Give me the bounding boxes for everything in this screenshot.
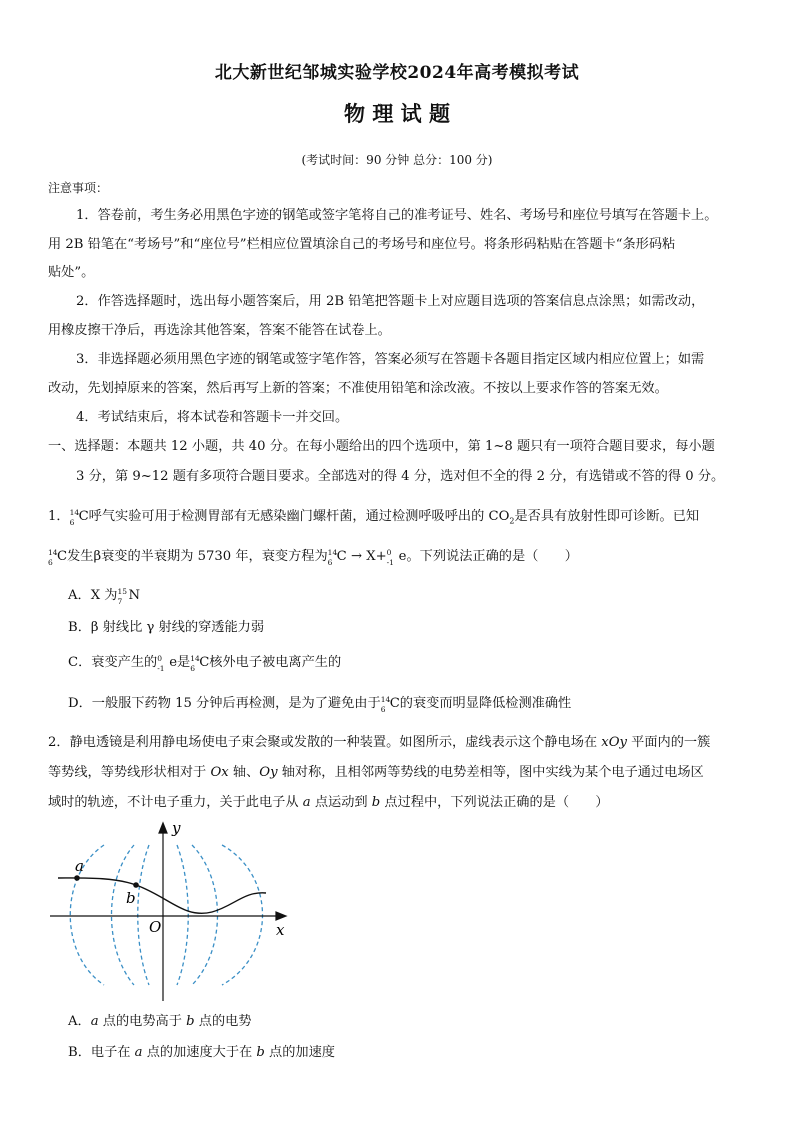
- note-2-line-1: 2．作答选择题时，选出每小题答案后，用 2B 铅笔把答题卡上对应题目选项的答案信息点涂黑；如需改动，: [76, 294, 705, 309]
- note-1-line-1: 1．答卷前，考生务必用黑色字迹的钢笔或签字笔将自己的准考证号、姓名、考场号和座位号填写在答题卡上。: [76, 208, 718, 223]
- q1-text-d: e。下列说法正确的是（ ）: [398, 549, 578, 564]
- q1-option-b: B．β 射线比 γ 射线的穿透能力弱: [68, 620, 265, 635]
- n15-isotope: 15 7: [117, 587, 128, 606]
- point-a: [74, 875, 80, 881]
- c14-isotope: 14 6: [48, 548, 58, 567]
- section-1-line-2: 3 分，第 9~12 题有多项符合题目要求。全部选对的得 4 分，选对但不全的得 2 分，有选错或不答的得 0 分。: [76, 469, 725, 484]
- equipotential-line: [112, 845, 135, 985]
- point-a-label: a: [75, 857, 84, 875]
- co2-subscript: 2: [509, 516, 515, 526]
- q2-number: 2．: [48, 735, 70, 750]
- point-b-label: b: [126, 889, 136, 907]
- q1-option-d: D．一般服下药物 15 分钟后再检测，是为了避免由于 14 6 C的衰变而明显降低检测准确性: [68, 695, 572, 714]
- note-4-line-1: 4．考试结束后，将本试卷和答题卡一并交回。: [76, 410, 349, 425]
- note-2-line-2: 用橡皮擦干净后，再选涂其他答案，答案不能答在试卷上。: [48, 323, 391, 338]
- equipotential-line: [138, 845, 149, 985]
- exam-title: 北大新世纪邹城实验学校2024年高考模拟考试: [214, 63, 580, 83]
- x-axis-label: x: [276, 921, 285, 939]
- q1-text-c: C发生β衰变的半衰期为 5730 年，衰变方程为: [57, 549, 328, 564]
- q1-text-a: C呼气实验可用于检测胃部有无感染幽门螺杆菌，通过检测呼吸呼出的 CO: [78, 509, 510, 524]
- q2-option-b: B．电子在 a 点的加速度大于在 b 点的加速度: [68, 1045, 335, 1060]
- q1-text-b: 是否具有放射性即可诊断。已知: [514, 509, 700, 524]
- equipotential-line: [177, 845, 188, 985]
- equipotential-line: [222, 845, 263, 985]
- q1-line-2: [48, 547, 578, 567]
- q2-option-a: A．a 点的电势高于 b 点的电势: [68, 1014, 252, 1029]
- q1-option-a: A．X 为 15 7 N: [68, 587, 141, 606]
- q2-line-1: 2．静电透镜是利用静电场使电子束会聚或发散的一种装置。如图所示，虚线表示这个静电场在 xOy 平面内的一簇: [48, 735, 711, 750]
- q2-line-2: 等势线，等势线形状相对于 Ox 轴、Oy 轴对称，且相邻两等势线的电势差相等，图中实线为某个电子通过电场区: [48, 765, 704, 780]
- section-1-line-1: 一、选择题：本题共 12 小题，共 40 分。在每小题给出的四个选项中，第 1~8 题只有一项符合题目要求，每小题: [48, 439, 715, 454]
- axes: [50, 823, 286, 1001]
- c14-isotope: 14 6: [190, 654, 200, 673]
- note-3-line-2: 改动，先划掉原来的答案，然后再写上新的答案；不准使用铅笔和涂改液。不按以上要求作答的答案无效。: [48, 381, 668, 396]
- x-axis-arrow: [276, 912, 286, 920]
- note-3-line-1: 3．非选择题必须用黑色字迹的钢笔或签字笔作答，答案必须写在答题卡各题目指定区域内相应位置上；如需: [76, 352, 705, 367]
- note-1-line-2: 用 2B 铅笔在“考场号”和“座位号”栏相应位置填涂自己的考场号和座位号。将条形码粘贴在答题卡“条形码粘: [48, 237, 676, 252]
- decay-equation: C → X+: [336, 549, 387, 564]
- c14-isotope: 14 6: [327, 548, 338, 567]
- y-axis-label: y: [172, 819, 181, 837]
- subject-title: 物 理 试 题: [344, 101, 450, 126]
- electron-symbol: 0 -1: [157, 654, 165, 673]
- electron-symbol: 0 -1: [386, 548, 394, 567]
- q2-line-3: 域时的轨迹，不计电子重力，关于此电子从 a 点运动到 b 点过程中，下列说法正确的是（ ）: [48, 795, 609, 810]
- electrostatic-lens-figure: [44, 815, 304, 1005]
- equipotential-line: [192, 845, 218, 985]
- exam-info: (考试时间：90 分钟 总分：100 分): [301, 153, 493, 167]
- notes-heading: 注意事项：: [48, 181, 109, 195]
- note-1-line-3: 贴处”。: [48, 265, 95, 280]
- q1-line-1: [48, 507, 699, 527]
- electron-trajectory: [58, 878, 266, 913]
- q1-option-c: C．衰变产生的 0 -1 e是 14 6 C核外电子被电离产生的: [68, 654, 342, 673]
- equipotential-lines: [70, 845, 262, 985]
- c14-isotope: 14 6: [380, 695, 391, 714]
- origin-label: O: [149, 918, 162, 936]
- point-b: [133, 882, 139, 888]
- y-axis-arrow: [159, 823, 167, 833]
- q1-number: 1．: [48, 509, 70, 524]
- c14-isotope: 14 6: [69, 508, 80, 527]
